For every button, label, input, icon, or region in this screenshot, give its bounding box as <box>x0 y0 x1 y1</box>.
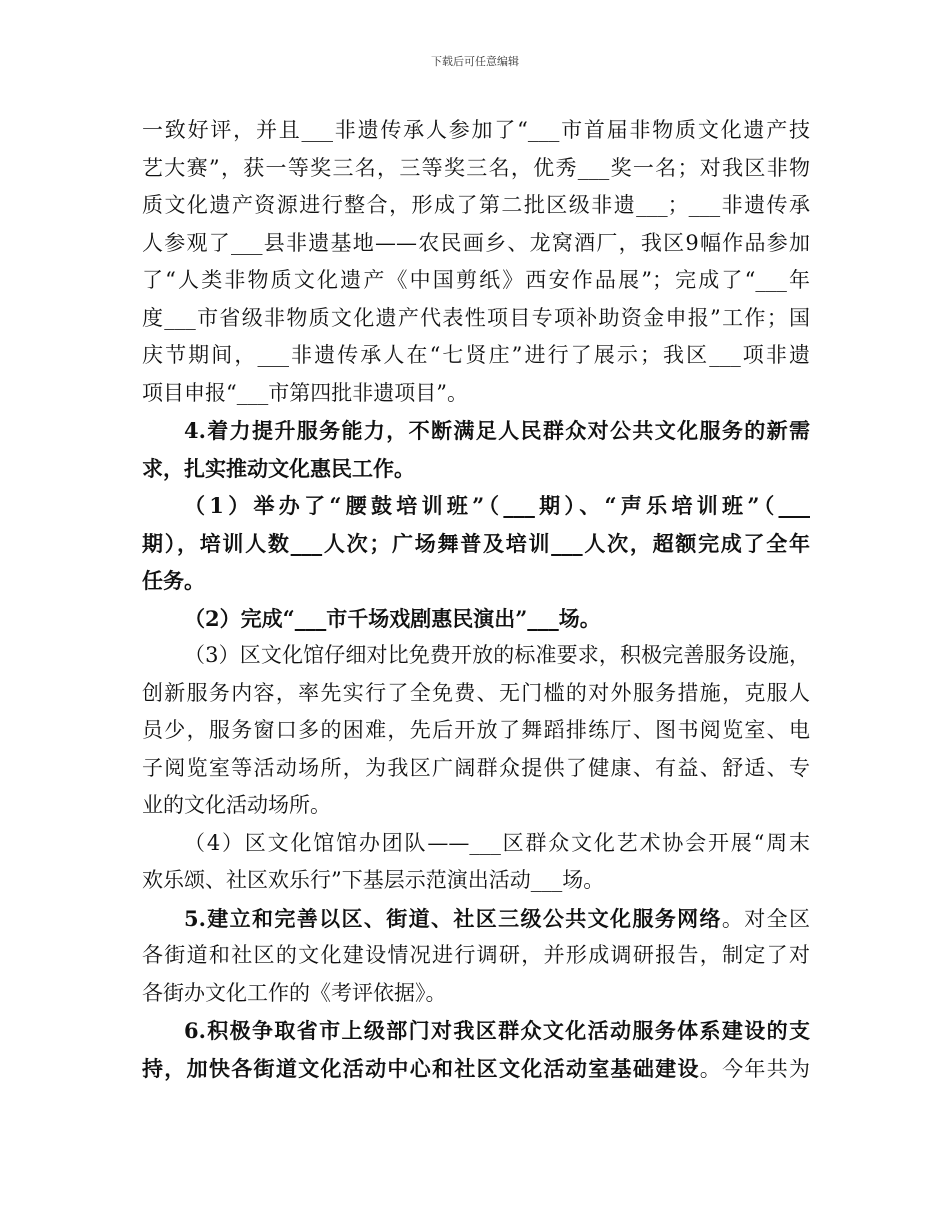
text-line: （1）举办了“腰鼓培训班”（___期）、“声乐培训班”（___ <box>184 493 810 518</box>
text-line: 业的文化活动场所。 <box>142 793 331 817</box>
section-5-text: 。对全区 <box>721 906 811 931</box>
page-header: 下载后可任意编辑 <box>431 55 519 68</box>
text-line: 质文化遗产资源进行整合，形成了第二批区级非遗___；___非遗传承 <box>142 193 810 217</box>
section-heading-6: 6.积极争取省市上级部门对我区群众文化活动服务体系建设的支 <box>184 1018 810 1043</box>
section-heading-6-cont <box>142 1050 810 1088</box>
text-line: 员少，服务窗口多的困难，先后开放了舞蹈排练厅、图书阅览室、电 <box>142 718 810 742</box>
text-line: （4）区文化馆馆办团队——___区群众文化艺术协会开展“周末 <box>184 830 810 855</box>
text-line: 人参观了___县非遗基地——农民画乡、龙窝酒厂，我区9幅作品参加 <box>142 230 810 255</box>
document-body <box>142 112 810 1087</box>
text-line: 了“人类非物质文化遗产《中国剪纸》西安作品展”；完成了“___年 <box>142 268 810 292</box>
text-line: 各街办文化工作的《考评依据》。 <box>142 980 447 1005</box>
text-line: 期），培训人数___人次；广场舞普及培训___人次，超额完成了全年 <box>142 530 810 556</box>
text-line: （3）区文化馆仔细对比免费开放的标准要求，积极完善服务设施， <box>184 643 810 667</box>
section-heading-4: 4.着力提升服务能力，不断满足人民群众对公共文化服务的新需 <box>184 418 810 443</box>
text-line: 一致好评，并且___非遗传承人参加了“___市首届非物质文化遗产技 <box>142 118 810 142</box>
section-6-text: 。今年共为 <box>699 1056 811 1081</box>
text-line: 各街道和社区的文化建设情况进行调研，并形成调研报告，制定了对 <box>142 943 810 967</box>
text-line: 任务。 <box>142 568 205 593</box>
section-heading-5-bold: 5.建立和完善以区、街道、社区三级公共文化服务网络 <box>184 905 722 931</box>
section-heading-5 <box>142 900 810 938</box>
text-line: 庆节期间，___非遗传承人在“七贤庄”进行了展示；我区___项非遗 <box>142 343 810 367</box>
text-line: 创新服务内容，率先实行了全免费、无门槛的对外服务措施，克服人 <box>142 680 810 705</box>
text-line: 度___市省级非物质文化遗产代表性项目专项补助资金申报”工作；国 <box>142 305 810 330</box>
section-heading-4-cont: 求，扎实推动文化惠民工作。 <box>142 455 415 481</box>
text-line: 项目申报“___市第四批非遗项目”。 <box>142 380 468 405</box>
section-heading-6-bold: 持，加快各街道文化活动中心和社区文化活动室基础建设 <box>142 1055 700 1081</box>
text-line: 艺大赛”，获一等奖三名，三等奖三名，优秀___奖一名；对我区非物 <box>142 155 810 180</box>
text-line: 子阅览室等活动场所，为我区广阔群众提供了健康、有益、舒适、专 <box>142 755 810 780</box>
text-line: （2）完成“___市千场戏剧惠民演出”___场。 <box>184 605 601 631</box>
text-line: 欢乐颂、社区欢乐行”下基层示范演出活动___场。 <box>142 868 605 892</box>
